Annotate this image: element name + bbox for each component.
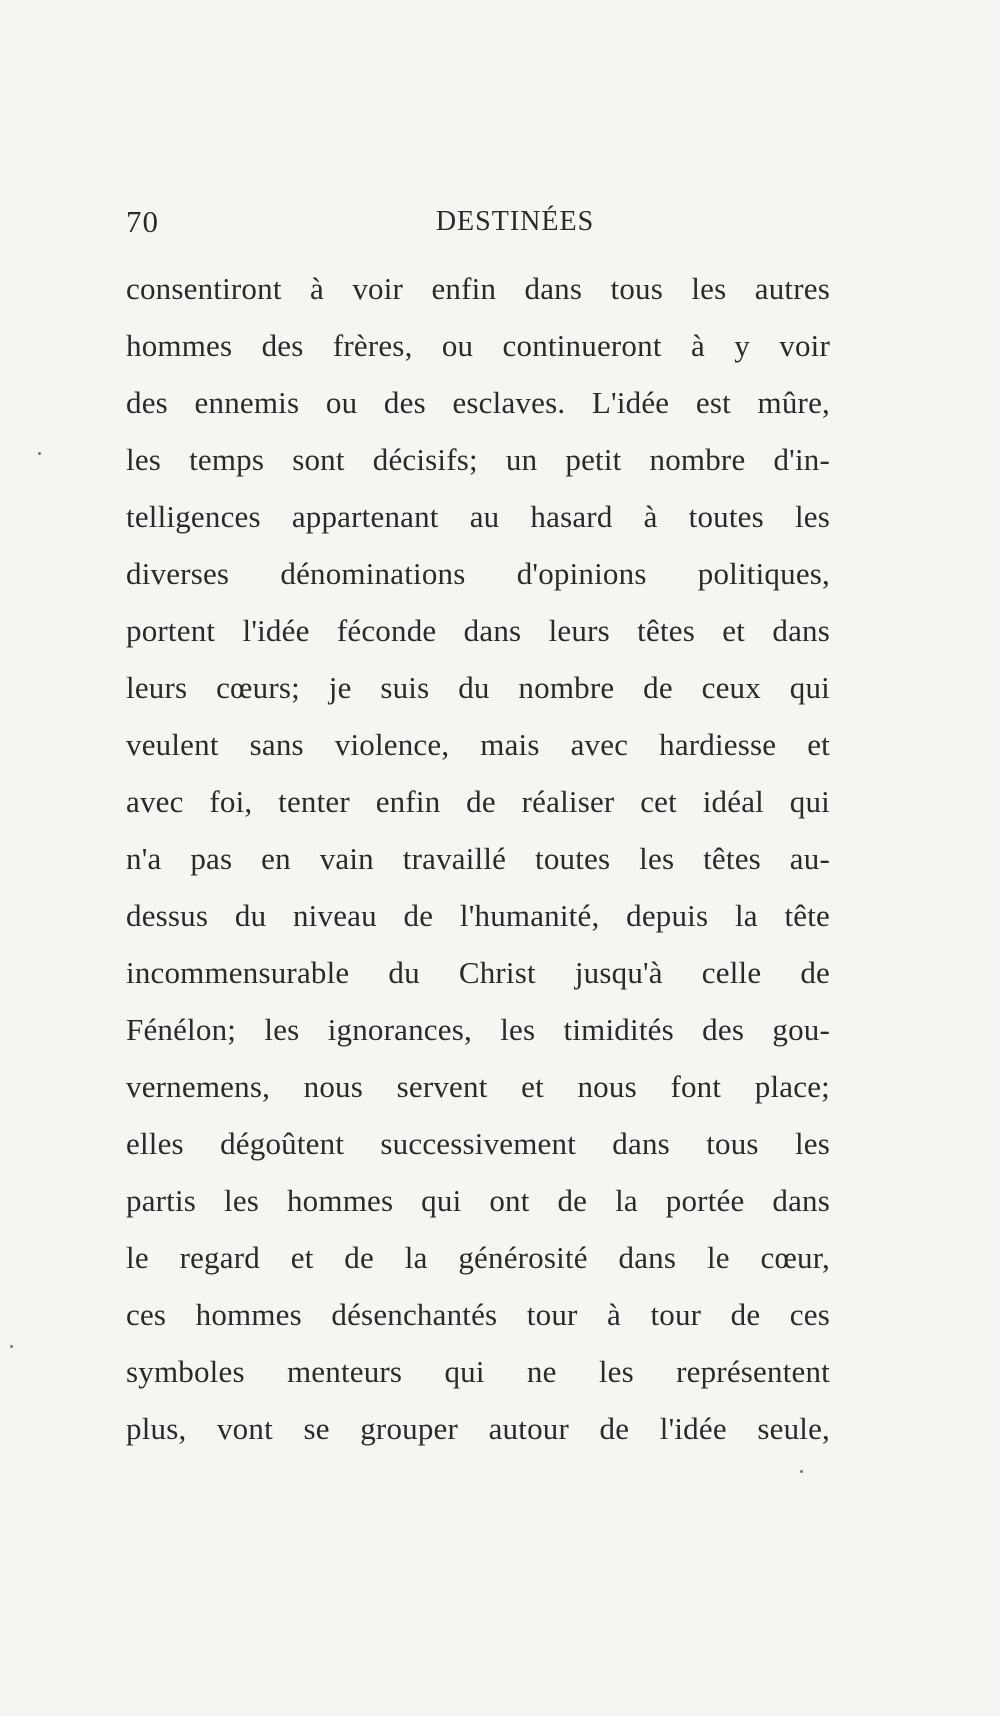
text-line: incommensurable du Christ jusqu'à celle de	[126, 955, 830, 990]
text-line: les temps sont décisifs; un petit nombre d'in-	[126, 442, 830, 477]
text-line: hommes des frères, ou continueront à y voir	[126, 328, 830, 363]
text-line: partis les hommes qui ont de la portée dans	[126, 1183, 830, 1218]
paper-speck	[38, 452, 41, 455]
text-line: elles dégoûtent successivement dans tous les	[126, 1126, 830, 1161]
text-line: n'a pas en vain travaillé toutes les têtes au-	[126, 841, 830, 876]
paper-speck	[800, 1470, 803, 1473]
body-text	[126, 260, 830, 1457]
text-line: dessus du niveau de l'humanité, depuis la tête	[126, 898, 830, 933]
text-line: des ennemis ou des esclaves. L'idée est mûre,	[126, 385, 830, 420]
text-line: diverses dénominations d'opinions politiques,	[126, 556, 830, 591]
text-line: veulent sans violence, mais avec hardiesse et	[126, 727, 830, 762]
paper-speck	[10, 1345, 13, 1348]
text-line: symboles menteurs qui ne les représentent	[126, 1354, 830, 1389]
text-line: vernemens, nous servent et nous font place;	[126, 1069, 830, 1104]
page-number: 70	[126, 204, 159, 239]
text-line: le regard et de la générosité dans le cœur,	[126, 1240, 830, 1275]
text-line: Fénélon; les ignorances, les timidités des gou-	[126, 1012, 830, 1047]
text-line: portent l'idée féconde dans leurs têtes et dans	[126, 613, 830, 648]
text-line: consentiront à voir enfin dans tous les autres	[126, 271, 830, 306]
text-line: plus, vont se grouper autour de l'idée seule,	[126, 1411, 830, 1446]
text-line: avec foi, tenter enfin de réaliser cet idéal qui	[126, 784, 830, 819]
running-title: DESTINÉES	[435, 206, 595, 237]
text-line: telligences appartenant au hasard à toutes les	[126, 499, 830, 534]
text-line: ces hommes désenchantés tour à tour de ces	[126, 1297, 830, 1332]
text-line: leurs cœurs; je suis du nombre de ceux qui	[126, 670, 830, 705]
